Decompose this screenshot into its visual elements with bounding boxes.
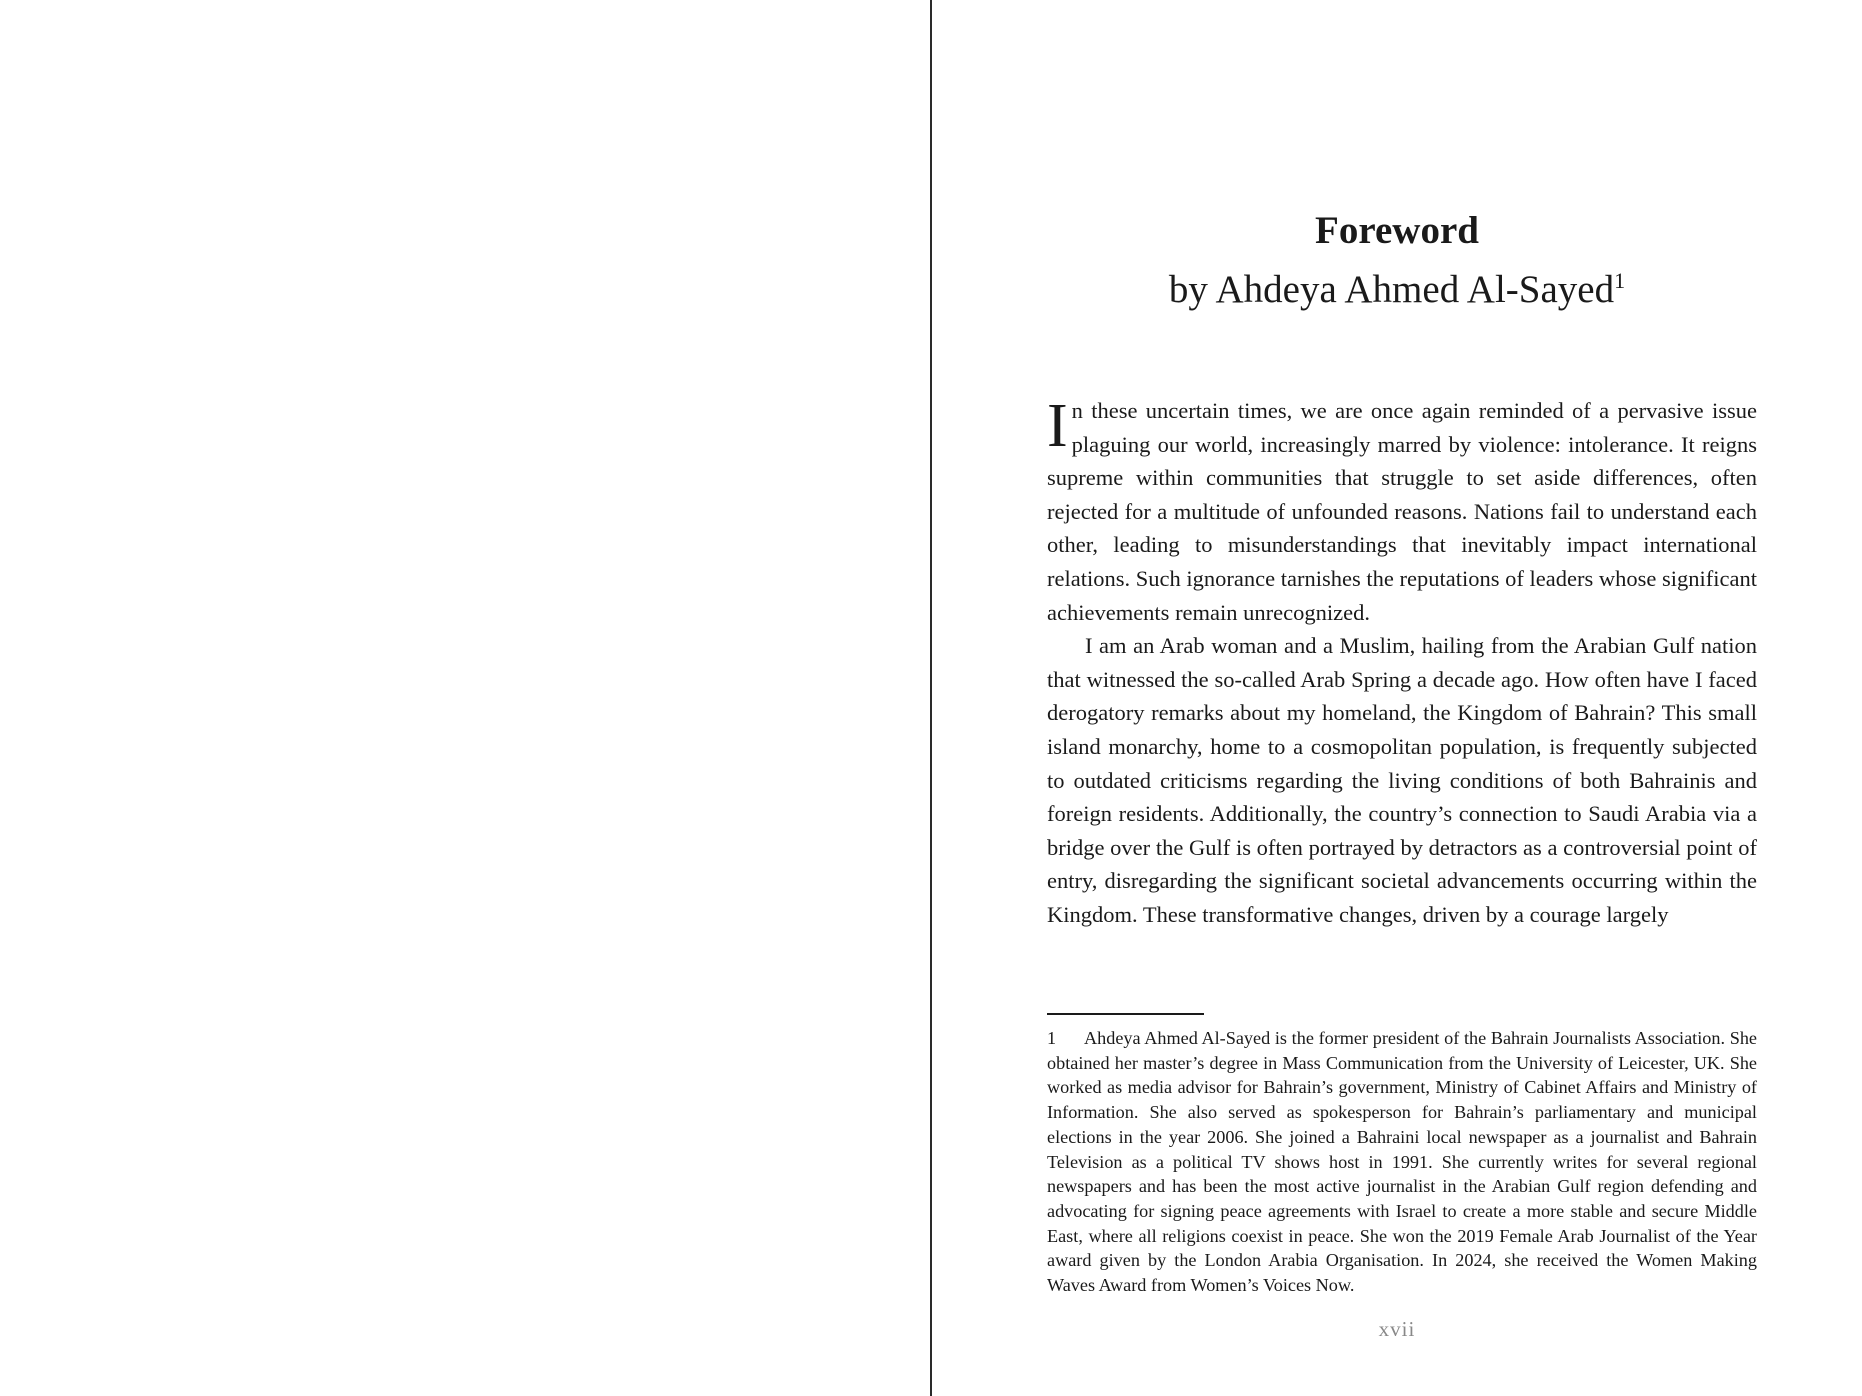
left-page-blank xyxy=(0,0,930,1396)
footnote-text: Ahdeya Ahmed Al-Sayed is the former president of the Bahrain Journalists Association. She obtained her master’s degree in Mass Communication from the University of Leicester, UK. She worked as media advisor for Bahrain’s government, Ministry of Cabinet Affairs and Ministry of Information. She also served as spokesperson for Bahrain’s parliamentary and municipal elections in the year 2006. She joined a Bahraini local newspaper as a journalist and Bahrain Television as a political TV shows host in 1991. She currently writes for several regional newspapers and has been the most active journalist in the Arabian Gulf region defending and advocating for signing peace agreements with Israel to create a more stable and secure Middle East, where all religions coexist in peace. She won the 2019 Female Arab Journalist of the Year award given by the London Arabia Organisation. In 2024, she received the Women Making Waves Award from Women’s Voices Now. xyxy=(1047,1028,1757,1296)
drop-cap: I xyxy=(1047,392,1068,460)
right-page xyxy=(932,0,1862,1396)
footnote-reference: 1 xyxy=(1614,268,1626,293)
chapter-title: Foreword xyxy=(1315,209,1479,252)
footnote-number: 1 xyxy=(1047,1028,1057,1048)
footnote xyxy=(1047,1026,1757,1298)
page-number: xvii xyxy=(1378,1317,1416,1341)
paragraph-2: I am an Arab woman and a Muslim, hailing from the Arabian Gulf nation that witnessed the so-called Arab Spring a decade ago. How often have I faced derogatory remarks about my homeland, the Kingdom of Bahrain? This small island monarchy, home to a cosmopolitan population, is frequently subjected to outdated criticisms regarding the living conditions of both Bahrainis and foreign residents. Additionally, the country’s connection to Saudi Arabia via a bridge over the Gulf is often portrayed by detractors as a controversial point of entry, disregarding the significant societal advancements occurring within the Kingdom. These transformative changes, driven by a courage largely xyxy=(1047,633,1757,927)
body-text xyxy=(1047,394,1757,932)
footnote-separator xyxy=(1047,1013,1204,1015)
chapter-byline xyxy=(932,262,1862,318)
paragraph-1 xyxy=(1047,394,1757,629)
byline-text: by Ahdeya Ahmed Al-Sayed xyxy=(1168,268,1615,311)
paragraph-1-text: n these uncertain times, we are once again reminded of a pervasive issue plaguing our world, increasingly marred by violence: intolerance. It reigns supreme within communities that struggle to set aside differences, often rejected for a multitude of unfounded reasons. Nations fail to understand each other, leading to misunderstandings that inevitably impact international relations. Such ignorance tarnishes the reputations of leaders whose significant achievements remain unrecognized. xyxy=(1047,398,1757,625)
